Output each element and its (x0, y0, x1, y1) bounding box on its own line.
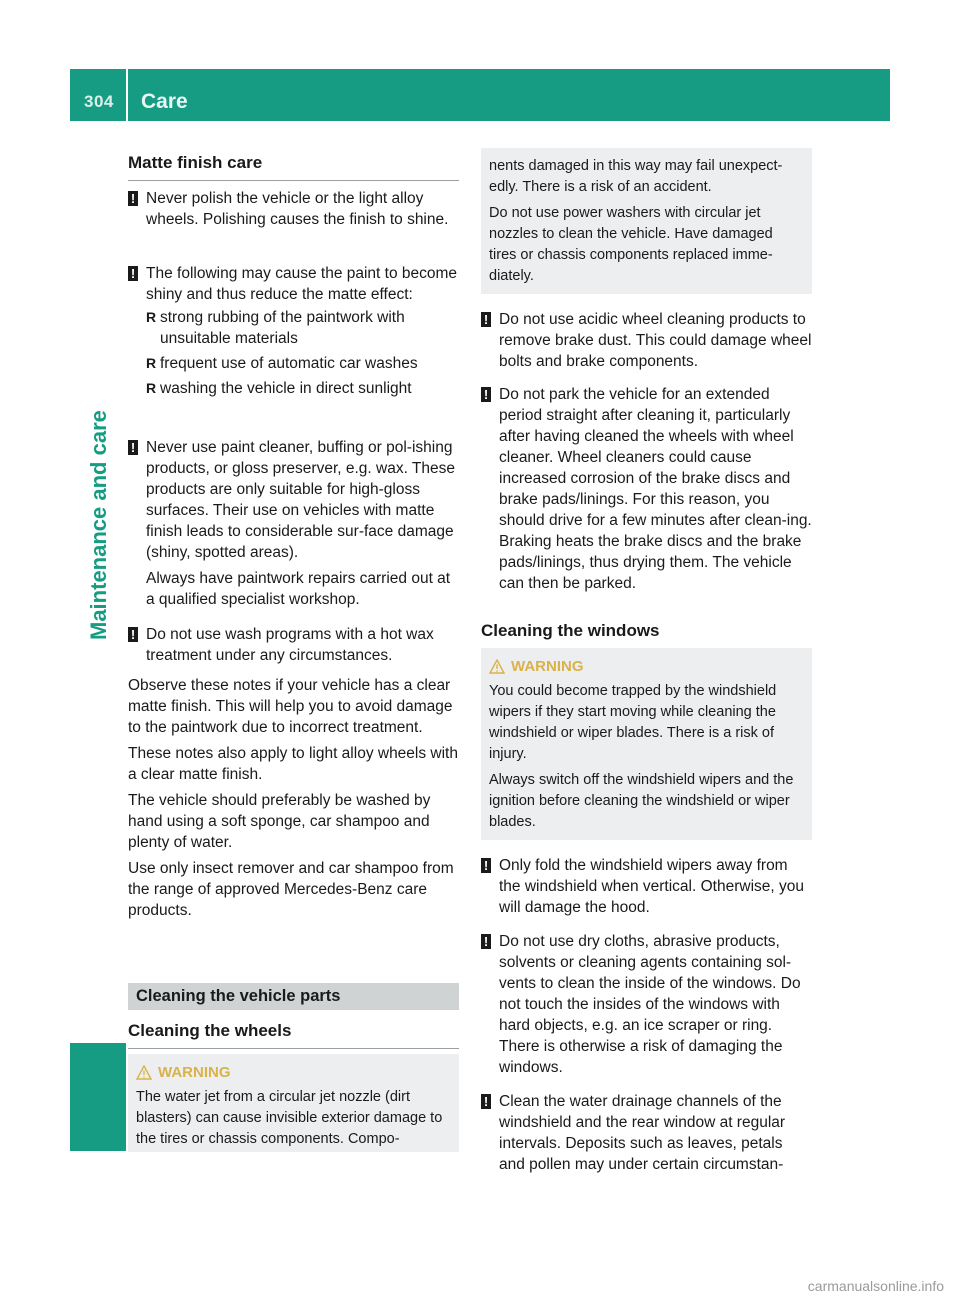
notice-icon: ! (481, 1094, 491, 1109)
warning-triangle-icon (489, 659, 505, 674)
paragraph: The vehicle should preferably be washed by hand using a soft sponge, car shampoo and plenty of water. (128, 792, 431, 851)
bullet-list (146, 307, 459, 399)
notice-icon: ! (128, 440, 138, 455)
notice-no-hot-wax (128, 624, 459, 666)
side-tab-block (70, 1043, 126, 1151)
notice-no-paint-cleaner (128, 437, 459, 610)
chapter-title: Care (141, 90, 188, 113)
warning-text: Do not use power washers with circular jet nozzles to clean the vehicle. Have damaged tires or chassis components replaced imme-diately. (489, 205, 773, 284)
notice-icon: ! (481, 387, 491, 402)
notice-no-parking-after-cleaning (481, 384, 812, 594)
notice-text: Do not use wash programs with a hot wax treatment under any circumstances. (146, 626, 434, 664)
header-bar (70, 69, 890, 121)
warning-text: Always switch off the windshield wipers and the ignition before cleaning the windshield or wiper blades. (489, 772, 794, 830)
warning-text: The water jet from a circular jet nozzle (dirt blasters) can cause invisible exterior damage to the tires or chassis components. Compo- (136, 1089, 443, 1147)
notice-no-dry-cloths (481, 931, 812, 1078)
paragraph: Use only insect remover and car shampoo from the range of approved Mercedes-Benz care products. (128, 860, 454, 919)
warning-header (136, 1064, 451, 1081)
notice-no-polish (128, 188, 459, 230)
warning-label: WARNING (158, 1064, 231, 1081)
warning-triangle-icon (136, 1065, 152, 1080)
warning-box-wipers (481, 648, 812, 840)
warning-box-water-jet (128, 1054, 459, 1152)
notice-icon: ! (128, 266, 138, 281)
bullet-mark: R (146, 309, 157, 325)
notice-shiny-causes (128, 263, 459, 403)
paragraph: These notes also apply to light alloy wheels with a clear matte finish. (128, 745, 458, 783)
notice-text: Never polish the vehicle or the light alloy wheels. Polishing causes the finish to shine. (146, 190, 449, 228)
notice-no-acidic-cleaner (481, 309, 812, 372)
notice-text: Do not use acidic wheel cleaning products to remove brake dust. This could damage wheel bolts and brake components. (499, 311, 812, 370)
matte-finish-heading: Matte finish care (128, 153, 459, 181)
notice-text: Only fold the windshield wipers away from the windshield when vertical. Otherwise, you will damage the hood. (499, 857, 804, 916)
list-item: R washing the vehicle in direct sunlight (146, 380, 412, 397)
windows-heading: Cleaning the windows (481, 621, 812, 649)
footer-watermark-url: carmanualsonline.info (807, 1278, 944, 1294)
warning-text: nents damaged in this way may fail unexpect-edly. There is a risk of an accident. (489, 158, 783, 195)
notice-drainage-channels (481, 1091, 812, 1175)
paragraph: Observe these notes if your vehicle has a clear matte finish. This will help you to avoid damage to the paintwork due to incorrect treatment. (128, 677, 453, 736)
notice-text: The following may cause the paint to become shiny and thus reduce the matte effect: (146, 265, 458, 303)
list-item: R frequent use of automatic car washes (146, 355, 418, 372)
wheels-heading: Cleaning the wheels (128, 1021, 459, 1049)
notice-text: Always have paintwork repairs carried out at a qualified specialist workshop. (146, 570, 451, 608)
list-item: R strong rubbing of the paintwork with unsuitable materials (146, 309, 405, 347)
header-divider (126, 69, 128, 121)
notice-fold-wipers (481, 855, 812, 918)
notice-text: Do not use dry cloths, abrasive products, solvents or cleaning agents containing sol-vents to clean the inside of the windows. Do not touch the insides of the windows with hard objects, e.g. an ice scraper or ring. There is otherwise a risk of damaging the windows. (499, 933, 801, 1076)
section-bar-cleaning-parts: Cleaning the vehicle parts (128, 983, 459, 1010)
warning-label: WARNING (511, 658, 584, 675)
notice-text: Do not park the vehicle for an extended period straight after cleaning it, particularly after having cleaned the wheels with wheel cleaner. Wheel cleaners could cause increased corrosion of the brake discs and brake pads/linings. For this reason, you should drive for a few minutes after clean-ing. Braking heats the brake discs and the brake pads/linings, thus drying them. The vehicle can then be parked. (499, 386, 812, 592)
side-tab-label: Maintenance and care (86, 410, 111, 640)
notice-icon: ! (481, 312, 491, 327)
notice-text: Clean the water drainage channels of the windshield and the rear window at regular intervals. Deposits such as leaves, petals and pollen may under certain circumstan- (499, 1093, 786, 1173)
warning-text: You could become trapped by the windshield wipers if they start moving while cleaning the windshield or wiper blades. There is a risk of injury. (489, 683, 777, 762)
page-number: 304 (84, 92, 114, 111)
notice-icon: ! (128, 191, 138, 206)
matte-paragraphs (128, 675, 459, 926)
notice-icon: ! (481, 858, 491, 873)
warning-header (489, 658, 804, 675)
bullet-mark: R (146, 380, 157, 396)
bullet-mark: R (146, 355, 157, 371)
warning-box-continued (481, 148, 812, 294)
notice-icon: ! (481, 934, 491, 949)
notice-icon: ! (128, 627, 138, 642)
notice-text: Never use paint cleaner, buffing or pol-ishing products, or gloss preserver, e.g. wax. These products are only suitable for high-gloss surfaces. Their use on vehicles with matte finish leads to considerable sur-face damage (shiny, spotted areas). (146, 439, 456, 561)
